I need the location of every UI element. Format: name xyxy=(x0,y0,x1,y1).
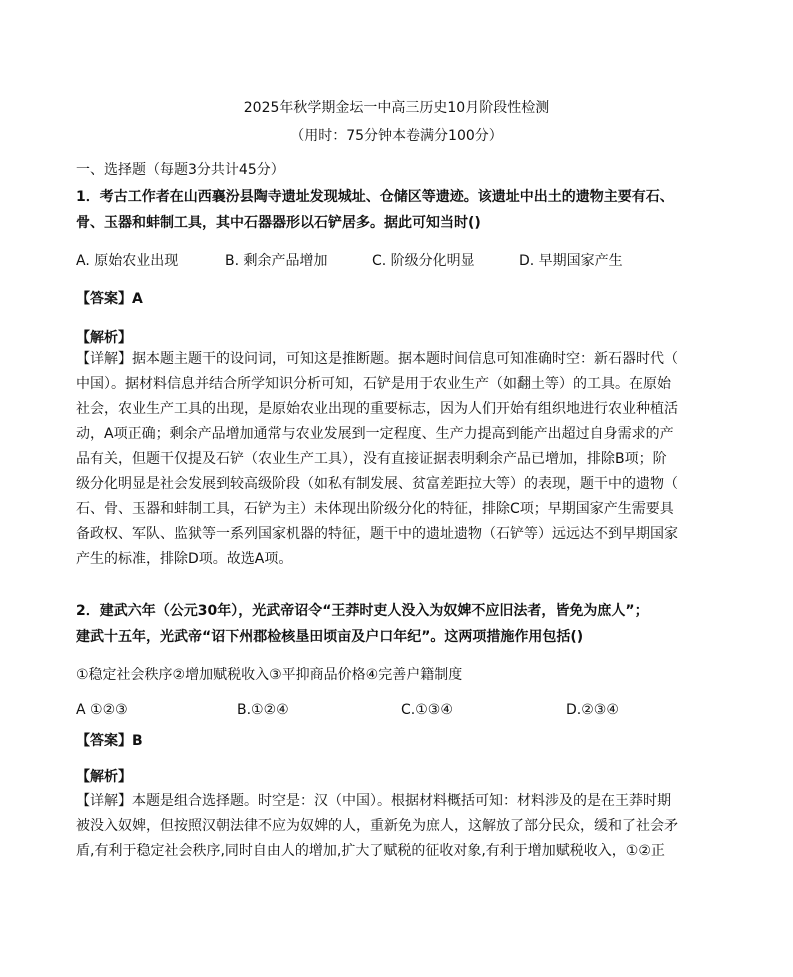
q1-option-d: D. 早期国家产生 xyxy=(519,253,623,269)
q2-analysis-heading: 【解析】 xyxy=(76,769,132,785)
q1-analysis-line: 石、骨、玉器和蚌制工具，石铲为主）未体现出阶级分化的特征，排除C项；早期国家产生需要具 xyxy=(76,501,674,517)
q1-stem-line2: 骨、玉器和蚌制工具，其中石器器形以石铲居多。据此可知当时() xyxy=(76,215,481,231)
q1-stem-line1: 1．考古工作者在山西襄汾县陶寺遗址发现城址、仓储区等遗迹。该遗址中出土的遗物主要有石、 xyxy=(76,189,674,205)
q1-option-c: C. 阶级分化明显 xyxy=(372,253,475,269)
section-heading: 一、选择题（每题3分共计45分） xyxy=(76,162,285,178)
q2-option-c: C.①③④ xyxy=(401,702,453,718)
q1-option-b: B. 剩余产品增加 xyxy=(225,253,328,269)
q1-analysis-line: 【详解】据本题主题干的设问词，可知这是推断题。据本题时间信息可知准确时空：新石器时代（ xyxy=(76,351,678,367)
q2-stem-line1: 2．建武六年（公元30年），光武帝诏令“王莽时吏人没入为奴婢不应旧法者，皆免为庶人”； xyxy=(76,603,649,619)
q1-analysis-line: 动，A项正确；剩余产品增加通常与农业发展到一定程度、生产力提高到能产出超过自身需求的产 xyxy=(76,426,674,442)
q1-analysis-line: 品有关，但题干仅提及石铲（农业生产工具），没有直接证据表明剩余产品已增加，排除B项；阶 xyxy=(76,451,667,467)
q1-analysis-heading: 【解析】 xyxy=(76,330,132,346)
q1-analysis-line: 社会，农业生产工具的出现，是原始农业出现的重要标志，因为人们开始有组织地进行农业种植活 xyxy=(76,401,678,417)
q1-analysis-line: 中国）。据材料信息并结合所学知识分析可知，石铲是用于农业生产（如翻土等）的工具。在原始 xyxy=(76,376,671,392)
q1-option-a: A. 原始农业出现 xyxy=(76,253,179,269)
q1-analysis-line: 备政权、军队、监狱等一系列国家机器的特征，题干中的遗址遗物（石铲等）远远达不到早期国家 xyxy=(76,526,678,542)
q1-analysis xyxy=(76,347,716,572)
q1-analysis-line: 产生的标准，排除D项。故选A项。 xyxy=(76,551,293,567)
q2-option-d: D.②③④ xyxy=(566,702,619,718)
q2-stem-line2: 建武十五年，光武帝“诏下州郡检核垦田顷亩及户口年纪”。这两项措施作用包括() xyxy=(76,629,584,645)
q2-analysis xyxy=(76,789,716,864)
q2-option-a: A ①②③ xyxy=(76,702,128,718)
q2-analysis-line: 【详解】本题是组合选择题。时空是：汉（中国）。根据材料概括可知：材料涉及的是在王莽时期 xyxy=(76,793,671,809)
q2-analysis-line: 盾,有利于稳定社会秩序,同时自由人的增加,扩大了赋税的征收对象,有利于增加赋税收入，①②正 xyxy=(76,843,665,859)
q2-analysis-line: 被没入奴婢，但按照汉朝法律不应为奴婢的人，重新免为庶人，这解放了部分民众，缓和了社会矛 xyxy=(76,818,678,834)
q1-analysis-line: 级分化明显是社会发展到较高级阶段（如私有制发展、贫富差距拉大等）的表现，题干中的遗物（ xyxy=(76,476,678,492)
document-title: 2025年秋学期金坛一中高三历史10月阶段性检测 xyxy=(243,100,550,116)
q2-option-b: B.①②④ xyxy=(237,702,289,718)
q2-items: ①稳定社会秩序②增加赋税收入③平抑商品价格④完善户籍制度 xyxy=(76,667,463,683)
q2-answer: 【答案】B xyxy=(76,733,143,749)
document-subtitle: （用时：75分钟本卷满分100分） xyxy=(290,128,503,144)
q1-answer: 【答案】A xyxy=(76,291,143,307)
